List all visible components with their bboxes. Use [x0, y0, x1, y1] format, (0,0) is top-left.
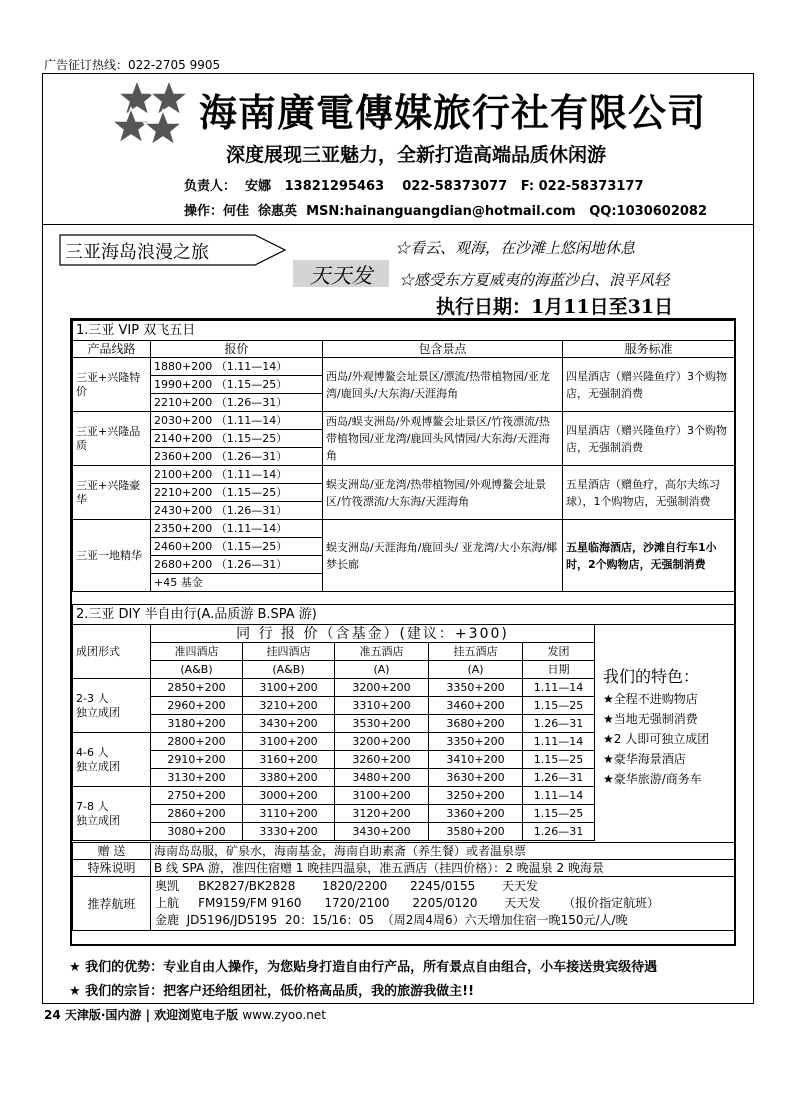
group-type: 独立成团 [76, 705, 120, 719]
star-logo-icon [111, 78, 195, 152]
hotel-subheader: (A) [335, 661, 429, 679]
diy-price: 3200+200 [335, 733, 429, 751]
group-label [73, 679, 151, 733]
group-type: 独立成团 [76, 813, 120, 827]
price-cell: 1990+200 （1.15—25） [151, 376, 323, 394]
hotel-header: 挂五酒店 [429, 643, 523, 661]
diy-price: 2800+200 [151, 733, 243, 751]
price-cell: 2680+200 （1.26—31） [151, 556, 323, 574]
diy-price: 2860+200 [151, 805, 243, 823]
sights-cell: 西岛/外观博鳌会址景区/漂流/热带植物园/亚龙湾/鹿回头/大东海/天涯海角 [323, 358, 563, 412]
price-cell: 2210+200 （1.26—31） [151, 394, 323, 412]
diy-price: 3160+200 [243, 751, 335, 769]
diy-date: 1.11—14 [523, 787, 595, 805]
ad-frame [42, 73, 754, 1004]
advantage-line: ★ 我们的优势：专业自由人操作，为您贴身打造自由行产品，所有景点自由组合，小车接送贵宾级待遇 [69, 960, 658, 975]
diy-date: 1.11—14 [523, 733, 595, 751]
diy-price: 3530+200 [335, 715, 429, 733]
price-cell: 2030+200 （1.11—14） [151, 412, 323, 430]
daily-label: 天天发 [309, 264, 373, 288]
service-cell: 四星酒店（赠兴隆鱼疗）3个购物店，无强制消费 [563, 412, 735, 466]
extras-table [72, 842, 735, 931]
col-header: 服务标准 [563, 341, 735, 358]
diy-section-title: 2.三亚 DIY 半自由行(A.品质游 B.SPA 游) [73, 605, 735, 625]
diy-date: 1.15—25 [523, 697, 595, 715]
footer-label: 24 天津版·国内游 | 欢迎浏览电子版 [44, 1008, 239, 1022]
diy-date: 1.26—31 [523, 769, 595, 787]
diy-price: 3350+200 [429, 679, 523, 697]
group-form-label: 成团形式 [73, 625, 151, 679]
service-cell: 五星临海酒店，沙滩自行车1小时，2个购物店，无强制消费 [563, 520, 735, 592]
page-footer [44, 1006, 326, 1023]
group-size: 7-8 人 [76, 799, 109, 813]
price-cell: 2100+200 （1.11—14） [151, 466, 323, 484]
flights-label: 推荐航班 [73, 877, 151, 931]
price-tables [70, 318, 736, 946]
feature-item: ★2 人即可独立成团 [603, 732, 710, 746]
note-text: B 线 SPA 游，准四住宿赠 1 晚挂四温泉，准五酒店（挂四价格）：2 晚温泉 2 晚海景 [151, 860, 735, 877]
hotel-header: 发团 [523, 643, 595, 661]
hotel-header: 准四酒店 [151, 643, 243, 661]
hotel-subheader: 日期 [523, 661, 595, 679]
diy-price: 3630+200 [429, 769, 523, 787]
diy-price: 3110+200 [243, 805, 335, 823]
feature-item: ★豪华海景酒店 [603, 752, 686, 766]
diy-price: 3350+200 [429, 733, 523, 751]
feature-item: ★当地无强制消费 [603, 712, 698, 726]
diy-price: 3430+200 [243, 715, 335, 733]
gift-label: 赠 送 [73, 843, 151, 860]
flight-row: 金鹿 JD5196/JD5195 20：15/16：05 （周2周4周6）六天增加住宿一晚150元/人/晚 [155, 913, 628, 927]
price-cell: 2210+200 （1.15—25） [151, 484, 323, 502]
promo-feature-1: ☆看云、观海，在沙滩上悠闲地休息 [395, 239, 636, 257]
daily-badge [293, 260, 389, 287]
note-label: 特殊说明 [73, 860, 151, 877]
service-cell: 五星酒店（赠鱼疗，高尔夫练习球），1个购物店，无强制消费 [563, 466, 735, 520]
diy-price: 3250+200 [429, 787, 523, 805]
service-cell: 四星酒店（赠兴隆鱼疗）3个购物店，无强制消费 [563, 358, 735, 412]
price-cell: 2460+200 （1.15—25） [151, 538, 323, 556]
ad-hotline: 广告征订热线：022-2705 9905 [44, 58, 221, 72]
hotel-subheader: (A) [429, 661, 523, 679]
diy-price: 3680+200 [429, 715, 523, 733]
diy-price: 3410+200 [429, 751, 523, 769]
contact-line-2: 操作：何佳 徐惠英 MSN:hainanguangdian@hotmail.com QQ:1030602082 [184, 204, 708, 219]
features-box [595, 625, 735, 841]
diy-price: 3100+200 [243, 679, 335, 697]
price-cell: 2360+200 （1.26—31） [151, 448, 323, 466]
sights-cell: 西岛/蜈支洲岛/外观博鳌会址景区/竹筏漂流/热带植物园/亚龙湾/鹿回头风情园/大东海/天涯海角 [323, 412, 563, 466]
price-cell: 1880+200 （1.11—14） [151, 358, 323, 376]
group-label [73, 733, 151, 787]
diy-price: 3200+200 [335, 679, 429, 697]
mission-line: ★ 我们的宗旨：把客户还给组团社，低价格高品质，我的旅游我做主!! [69, 984, 475, 999]
diy-price: 3100+200 [243, 733, 335, 751]
gift-text: 海南岛岛服，矿泉水，海南基金，海南自助素斋（养生餐）或者温泉票 [151, 843, 735, 860]
sights-cell: 蜈支洲岛/天涯海角/鹿回头/ 亚龙湾/大小东海/椰梦长廊 [323, 520, 563, 592]
group-size: 2-3 人 [76, 691, 109, 705]
route-title: 三亚海岛浪漫之旅 [65, 242, 209, 263]
product-name: 三亚+兴隆品质 [73, 412, 151, 466]
company-name: 海南廣電傳媒旅行社有限公司 [199, 90, 707, 135]
diy-price: 3380+200 [243, 769, 335, 787]
slogan: 深度展现三亚魅力，全新打造高端品质休闲游 [226, 144, 607, 166]
diy-date: 1.15—25 [523, 805, 595, 823]
diy-price: 3130+200 [151, 769, 243, 787]
diy-date: 1.11—14 [523, 679, 595, 697]
vip-section-title: 1.三亚 VIP 双飞五日 [73, 321, 735, 341]
diy-price: 2910+200 [151, 751, 243, 769]
diy-price: 2850+200 [151, 679, 243, 697]
hotel-subheader: (A&B) [151, 661, 243, 679]
price-cell: 2140+200 （1.15—25） [151, 430, 323, 448]
diy-price: 3260+200 [335, 751, 429, 769]
execution-dates: 执行日期：1月11日至31日 [436, 296, 674, 318]
product-name: 三亚+兴隆豪华 [73, 466, 151, 520]
diy-price: 3120+200 [335, 805, 429, 823]
diy-price: 3180+200 [151, 715, 243, 733]
product-name: 三亚+兴隆特价 [73, 358, 151, 412]
group-type: 独立成团 [76, 759, 120, 773]
feature-item: ★全程不进购物店 [603, 692, 698, 706]
diy-price: 3460+200 [429, 697, 523, 715]
diy-price: 3000+200 [243, 787, 335, 805]
price-cell: 2430+200 （1.26—31） [151, 502, 323, 520]
diy-price: 2960+200 [151, 697, 243, 715]
hotel-header: 准五酒店 [335, 643, 429, 661]
col-header: 报价 [151, 341, 323, 358]
contact-line-1: 负责人： 安娜 13821295463 022-58373077 F: 022-58373177 [184, 179, 644, 194]
col-header: 产品线路 [73, 341, 151, 358]
group-label [73, 787, 151, 841]
quote-header: 同 行 报 价（含基金）(建议：+300) [151, 625, 595, 643]
product-name: 三亚一地精华 [73, 520, 151, 592]
diy-price: 3480+200 [335, 769, 429, 787]
flight-row: 上航 FM9159/FM 9160 1720/2100 2205/0120 天天发 （报价指定航班） [155, 896, 660, 910]
hotel-header: 挂四酒店 [243, 643, 335, 661]
diy-price: 2750+200 [151, 787, 243, 805]
diy-date: 1.26—31 [523, 823, 595, 841]
flight-row: 奥凯 BK2827/BK2828 1820/2200 2245/0155 天天发 [155, 879, 538, 893]
flights-list [151, 877, 735, 931]
diy-date: 1.26—31 [523, 715, 595, 733]
vip-table [72, 320, 735, 592]
diy-date: 1.15—25 [523, 751, 595, 769]
hotel-subheader: (A&B) [243, 661, 335, 679]
diy-price: 3580+200 [429, 823, 523, 841]
diy-table [72, 604, 735, 841]
feature-item: ★豪华旅游/商务车 [603, 772, 702, 786]
col-header: 包含景点 [323, 341, 563, 358]
group-size: 4-6 人 [76, 745, 109, 759]
price-cell: +45 基金 [151, 574, 323, 592]
promo-feature-2: ☆感受东方夏威夷的海蓝沙白、浪平风轻 [399, 271, 670, 289]
sights-cell: 蜈支洲岛/亚龙湾/热带植物园/外观博鳌会址景区/竹筏漂流/大东海/天涯海角 [323, 466, 563, 520]
diy-price: 3430+200 [335, 823, 429, 841]
diy-price: 3330+200 [243, 823, 335, 841]
diy-price: 3080+200 [151, 823, 243, 841]
diy-price: 3360+200 [429, 805, 523, 823]
diy-price: 3210+200 [243, 697, 335, 715]
header-divider [43, 224, 753, 225]
footer-url[interactable]: www.zyoo.net [242, 1008, 326, 1022]
price-cell: 2350+200 （1.11—14） [151, 520, 323, 538]
diy-price: 3310+200 [335, 697, 429, 715]
diy-price: 3100+200 [335, 787, 429, 805]
features-title: 我们的特色： [603, 667, 700, 686]
